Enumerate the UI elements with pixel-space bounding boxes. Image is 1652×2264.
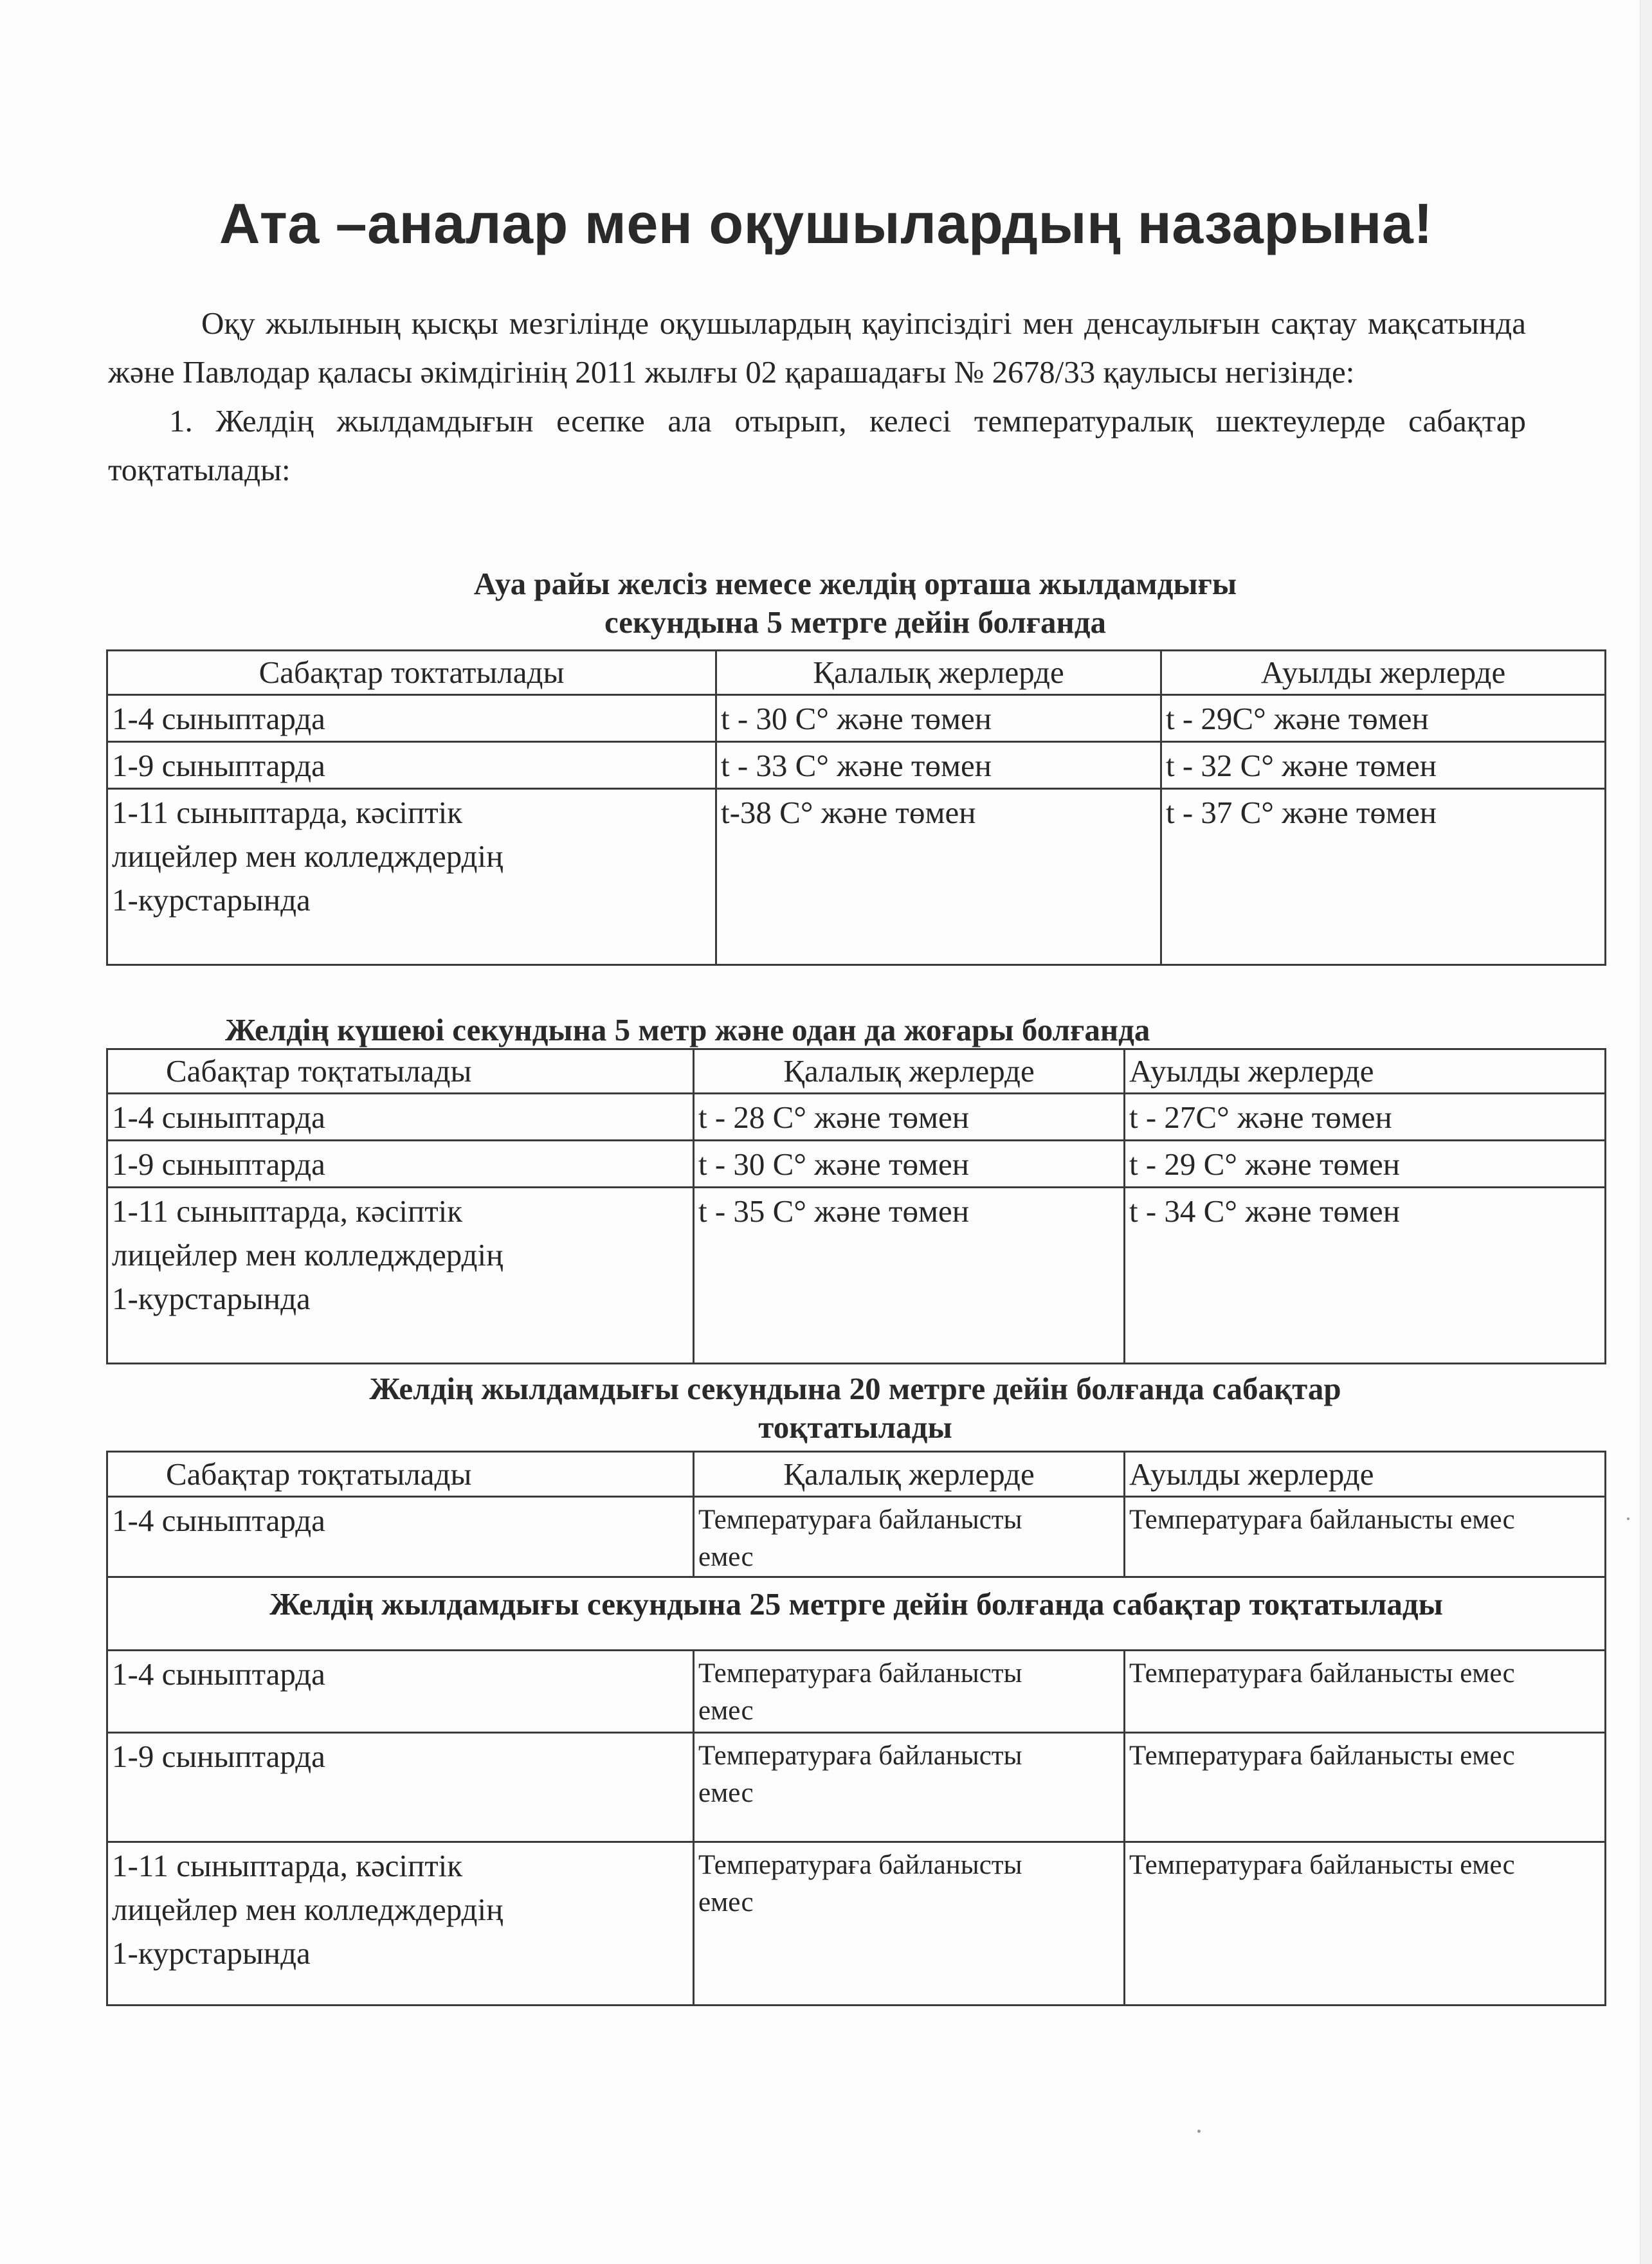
scan-page-edge [1640, 0, 1652, 2264]
intro-paragraph-2: 1. Желдің жылдамдығын есепке ала отырып, келесі температуралық шектеулерде сабақтар тоқтатылады: [108, 403, 1526, 487]
subsection-caption: Желдің жылдамдығы секундына 25 метрге дейін болғанда сабақтар тоқтатылады [107, 1577, 1606, 1651]
header-urban: Қалалық жерлерде [694, 1049, 1125, 1094]
rural-cell: t - 37 C° және төмен [1161, 789, 1606, 965]
urban-cell: t - 30 C° және төмен [694, 1141, 1125, 1188]
header-urban: Қалалық жерлерде [716, 651, 1161, 695]
grade-cell [107, 789, 716, 965]
grade-line: 1-курстарында [112, 1281, 311, 1316]
grade-line: лицейлер мен колледждердің [112, 838, 504, 874]
grade-cell: 1-4 сыныптарда [107, 1651, 694, 1733]
rural-cell: t - 34 C° және төмен [1125, 1188, 1606, 1364]
rural-cell: t - 29C° және төмен [1161, 695, 1606, 742]
table2-caption: Желдің күшеюі секундына 5 метр және одан да жоғары болғанда [225, 1012, 1150, 1047]
grade-line: 1-курстарында [112, 1935, 311, 1971]
table-strong-wind [106, 1048, 1606, 1364]
scan-speck [1197, 2130, 1201, 2133]
urban-cell: t - 30 C° және төмен [716, 695, 1161, 742]
urban-cell [694, 1497, 1125, 1577]
urban-cell: t - 35 C° және төмен [694, 1188, 1125, 1364]
grade-line: 1-курстарында [112, 882, 311, 918]
urban-cell [694, 1842, 1125, 2006]
grade-cell: 1-4 сыныптарда [107, 695, 716, 742]
table-row [107, 1141, 1606, 1188]
rural-cell: Температураға байланысты емес [1125, 1651, 1606, 1733]
urban-line: Температураға байланысты [698, 1505, 1022, 1535]
rural-cell: Температураға байланысты емес [1125, 1842, 1606, 2006]
table3-caption-line2: тоқтатылады [758, 1409, 952, 1445]
grade-cell: 1-4 сыныптарда [107, 1497, 694, 1577]
grade-line: лицейлер мен колледждердің [112, 1237, 504, 1272]
header-rural: Ауылды жерлерде [1125, 1049, 1606, 1094]
table1-caption-line1: Ауа райы желсіз немесе желдің орташа жылдамдығы [473, 566, 1237, 601]
urban-cell: t - 28 C° және төмен [694, 1094, 1125, 1141]
header-rural: Ауылды жерлерде [1161, 651, 1606, 695]
grade-line: 1-11 сыныптарда, кәсіптік [112, 795, 463, 830]
urban-line: емес [698, 1542, 754, 1572]
urban-cell: t-38 C° және төмен [716, 789, 1161, 965]
grade-cell: 1-9 сыныптарда [107, 1733, 694, 1842]
rural-cell: t - 32 C° және төмен [1161, 742, 1606, 789]
table-row [107, 695, 1606, 742]
urban-cell [694, 1651, 1125, 1733]
header-classes: Сабақтар тоқтатылады [107, 1049, 694, 1094]
grade-cell [107, 1842, 694, 2006]
table-wind-20-25 [106, 1451, 1606, 2006]
rural-cell: t - 27C° және төмен [1125, 1094, 1606, 1141]
rural-cell: Температураға байланысты емес [1125, 1733, 1606, 1842]
table-header-row [107, 1452, 1606, 1497]
subsection-row [107, 1577, 1606, 1651]
table-row [107, 1842, 1606, 2006]
header-classes: Сабақтар тоқтатылады [107, 1452, 694, 1497]
table3-caption [106, 1370, 1604, 1447]
table-row [107, 1651, 1606, 1733]
grade-line: лицейлер мен колледждердің [112, 1892, 504, 1927]
intro-paragraph-1: Оқу жылының қысқы мезгілінде оқушылардың қауіпсіздігі мен денсаулығын сақтау мақсатында және Павлодар қаласы әкімдігінің 2011 жылғы 02 қарашадағы № 2678/33 қаулысы негізінде: [108, 305, 1526, 390]
urban-line: емес [698, 1696, 754, 1726]
urban-line: Температураға байланысты [698, 1850, 1022, 1880]
grade-cell [107, 1188, 694, 1364]
table-row [107, 1094, 1606, 1141]
grade-line: 1-11 сыныптарда, кәсіптік [112, 1193, 463, 1229]
table-row [107, 789, 1606, 965]
table-row [107, 1733, 1606, 1842]
grade-cell: 1-4 сыныптарда [107, 1094, 694, 1141]
table3-caption-line1: Желдің жылдамдығы секундына 20 метрге дейін болғанда сабақтар [369, 1371, 1341, 1406]
grade-cell: 1-9 сыныптарда [107, 742, 716, 789]
table-header-row [107, 1049, 1606, 1094]
urban-cell: t - 33 C° және төмен [716, 742, 1161, 789]
table-header-row [107, 651, 1606, 695]
table-row [107, 1188, 1606, 1364]
table-calm-wind [106, 649, 1606, 966]
table1-caption [106, 565, 1604, 642]
grade-cell: 1-9 сыныптарда [107, 1141, 694, 1188]
urban-line: емес [698, 1887, 754, 1917]
table1-caption-line2: секундына 5 метрге дейін болғанда [604, 604, 1107, 640]
header-urban: Қалалық жерлерде [694, 1452, 1125, 1497]
scan-speck [1627, 1517, 1629, 1520]
urban-line: Температураға байланысты [698, 1741, 1022, 1771]
page-title: Ата –аналар мен оқушылардың назарына! [219, 191, 1433, 255]
header-rural: Ауылды жерлерде [1125, 1452, 1606, 1497]
rural-cell: t - 29 C° және төмен [1125, 1141, 1606, 1188]
urban-line: Температураға байланысты [698, 1658, 1022, 1689]
intro-text [108, 299, 1526, 494]
table-row [107, 742, 1606, 789]
header-classes: Сабақтар токтатылады [107, 651, 716, 695]
grade-line: 1-11 сыныптарда, кәсіптік [112, 1848, 463, 1883]
rural-cell: Температураға байланысты емес [1125, 1497, 1606, 1577]
urban-cell [694, 1733, 1125, 1842]
table-row [107, 1497, 1606, 1577]
urban-line: емес [698, 1778, 754, 1808]
